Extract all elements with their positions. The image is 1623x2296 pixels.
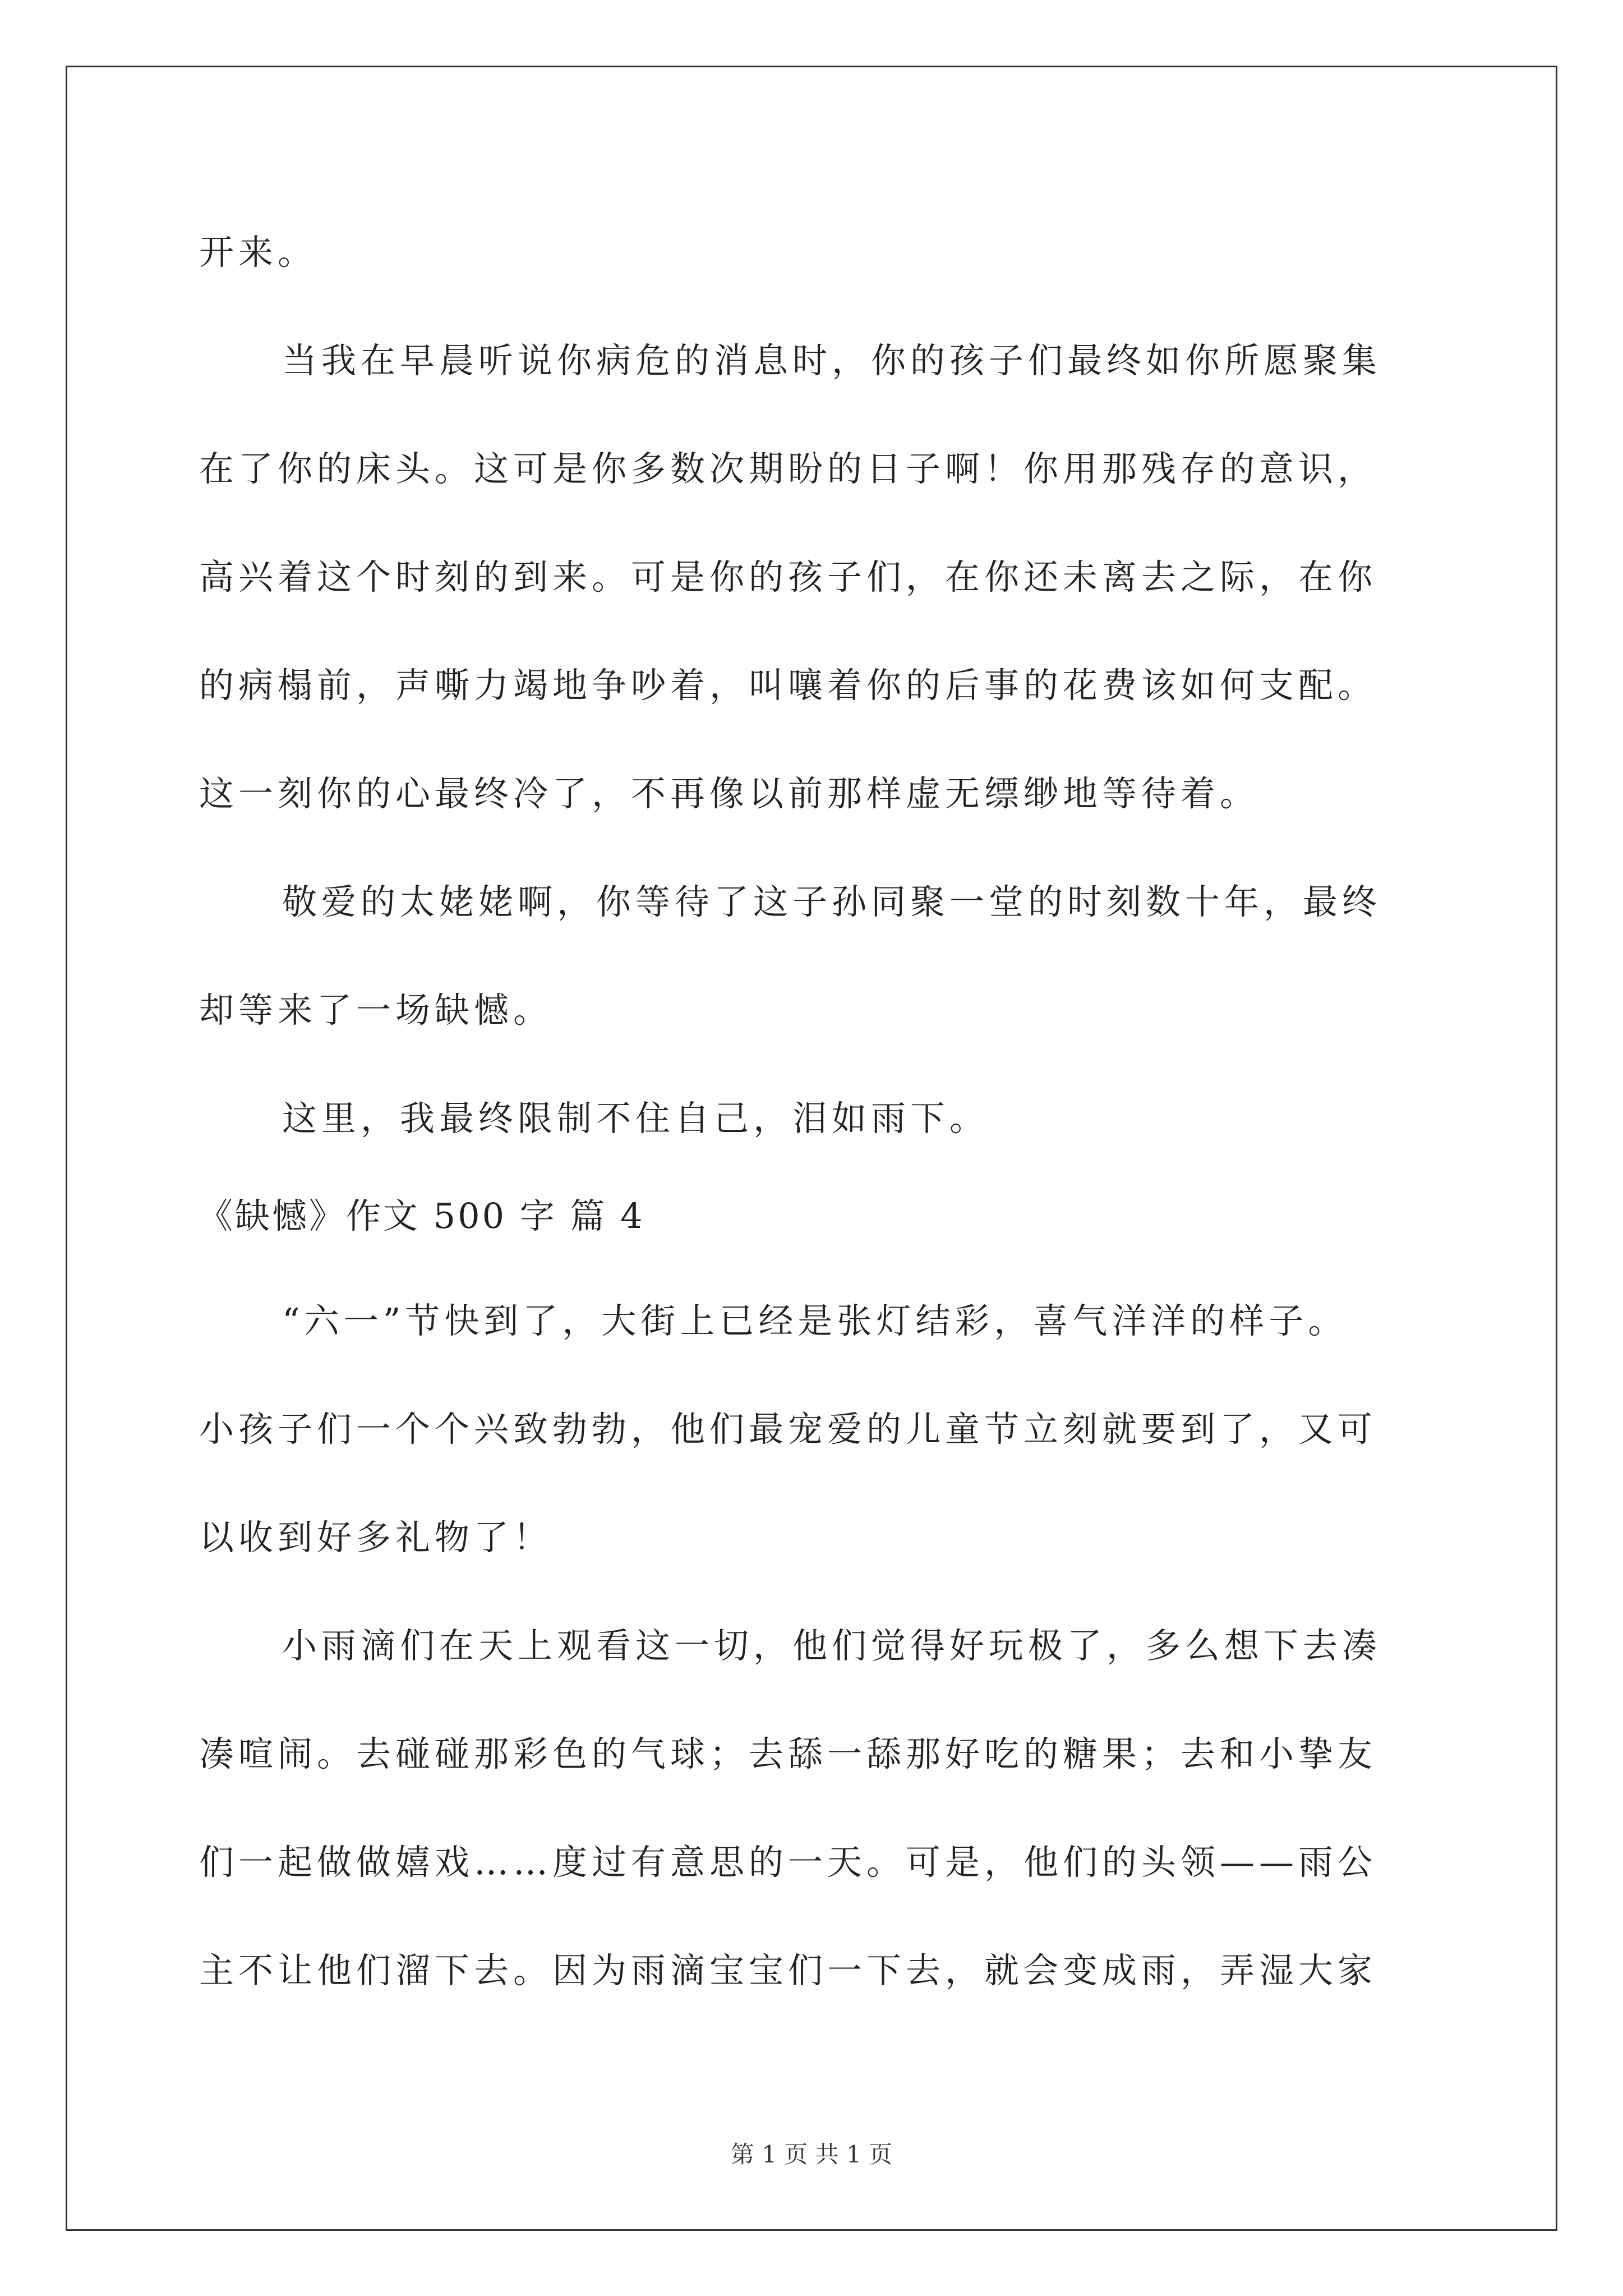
text-line: 敬爱的太姥姥啊，你等待了这子孙同聚一堂的时刻数十年，最终 [282, 881, 1382, 922]
text-line: 的病榻前，声嘶力竭地争吵着，叫嚷着你的后事的花费该如何支配。 [199, 665, 1377, 706]
page-number-footer: 第 1 页 共 1 页 [730, 2141, 893, 2168]
text-line: 这里，我最终限制不住自己，泪如雨下。 [282, 1098, 989, 1139]
text-line: 们一起做做嬉戏……度过有意思的一天。可是，他们的头领——雨公 [199, 1842, 1377, 1883]
text-line: 在了你的床头。这可是你多数次期盼的日子啊！你用那残存的意识， [199, 448, 1377, 489]
text-line: 凑喧闹。去碰碰那彩色的气球；去舔一舔那好吃的糖果；去和小挚友 [199, 1733, 1377, 1774]
text-line: 小孩子们一个个兴致勃勃，他们最宠爱的儿童节立刻就要到了，又可 [199, 1409, 1377, 1450]
text-line: 主不让他们溜下去。因为雨滴宝宝们一下去，就会变成雨，弄湿大家 [199, 1950, 1377, 1991]
text-line: 高兴着这个时刻的到来。可是你的孩子们，在你还未离去之际，在你 [199, 556, 1377, 597]
text-line: “六一”节快到了，大街上已经是张灯结彩，喜气洋洋的样子。 [282, 1300, 1348, 1341]
text-line: 却等来了一场缺憾。 [199, 990, 553, 1030]
section-heading: 《缺憾》作文 500 字 篇 4 [198, 1195, 645, 1236]
text-line: 这一刻你的心最终冷了，不再像以前那样虚无缥缈地等待着。 [199, 773, 1260, 814]
text-line: 小雨滴们在天上观看这一切，他们觉得好玩极了，多么想下去凑 [282, 1625, 1382, 1666]
text-line: 开来。 [199, 232, 317, 273]
text-line: 当我在早晨听说你病危的消息时，你的孩子们最终如你所愿聚集 [282, 340, 1382, 381]
text-line: 以收到好多礼物了！ [199, 1517, 553, 1558]
